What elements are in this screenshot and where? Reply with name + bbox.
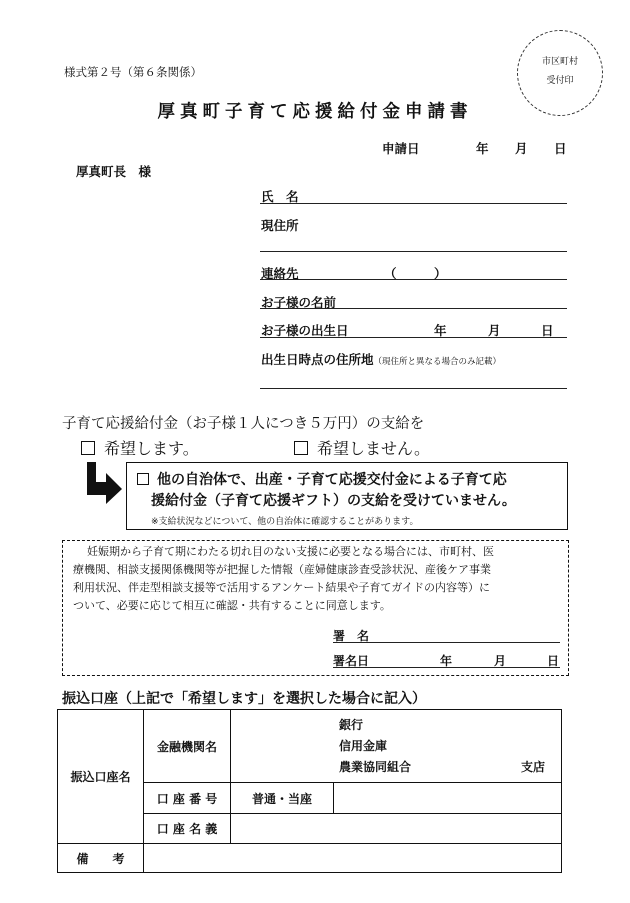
turn-right-arrow-icon xyxy=(82,460,126,504)
address-label: 現住所 xyxy=(261,218,299,233)
consent-line-4: ついて、必要に応じて相互に確認・共有することに同意します。 xyxy=(73,599,391,612)
payment-question: 子育て応援給付金（お子様１人につき５万円）の支給を xyxy=(62,416,425,432)
not-want-checkbox[interactable] xyxy=(294,441,308,455)
application-date-month: 月 xyxy=(515,141,528,156)
account-number-field[interactable] xyxy=(334,783,562,814)
birth-address-field[interactable] xyxy=(260,388,567,389)
other-municipality-box xyxy=(126,462,568,530)
contact-label: 連絡先 xyxy=(261,266,299,281)
name-label: 氏 名 xyxy=(261,189,299,204)
signature-field[interactable] xyxy=(333,642,560,643)
child-name-field[interactable] xyxy=(260,308,567,309)
signature-date-day: 日 xyxy=(547,654,560,668)
remarks-label: 備 考 xyxy=(58,844,144,873)
other-municipality-note: ※支給状況などについて、他の自治体に確認することがあります。 xyxy=(151,517,419,527)
consent-line-2: 療機関、相談支援関係機関等が把握した情報（産婦健康診査受診状況、産後ケア事業 xyxy=(73,563,491,576)
child-birth-day: 日 xyxy=(541,323,554,338)
institution-label: 金融機関名 xyxy=(144,710,231,783)
addressee: 厚真町長 様 xyxy=(76,164,152,179)
child-birth-field[interactable] xyxy=(260,337,567,338)
account-type: 普通・当座 xyxy=(231,783,334,814)
account-name-label: 口 座 名 義 xyxy=(144,814,231,844)
signature-date-month: 月 xyxy=(494,654,507,668)
account-holder-header: 振込口座名 xyxy=(58,710,144,844)
other-municipality-line-2: 援給付金（子育て応援ギフト）の支給を受けていません。 xyxy=(151,493,516,509)
signature-label: 署 名 xyxy=(333,629,370,643)
stamp-line-1: 市区町村 xyxy=(541,57,578,67)
not-want-label: 希望しません。 xyxy=(317,439,430,458)
remarks-field[interactable] xyxy=(144,844,562,873)
type-agri-coop: 農業協同組合 xyxy=(339,759,412,774)
bank-section-title: 振込口座（上記で「希望します」を選択した場合に記入） xyxy=(62,691,426,707)
type-bank: 銀行 xyxy=(339,717,364,732)
other-municipality-text-1: 他の自治体で、出産・子育て応援交付金による子育て応 xyxy=(157,472,507,488)
option-not-want[interactable] xyxy=(294,436,430,459)
child-birth-year: 年 xyxy=(434,323,447,338)
want-checkbox[interactable] xyxy=(81,441,95,455)
child-name-label: お子様の名前 xyxy=(261,295,337,310)
birth-address-note: （現住所と異なる場合のみ記載） xyxy=(373,357,502,367)
signature-date-label: 署名日 xyxy=(333,654,370,668)
stamp-line-2: 受付印 xyxy=(546,76,574,86)
other-municipality-checkbox[interactable] xyxy=(137,473,149,485)
birth-address-label-text: 出生日時点の住所地 xyxy=(261,352,374,367)
other-municipality-line-1 xyxy=(137,469,507,489)
form-number: 様式第２号（第６条関係） xyxy=(64,65,202,79)
application-date-label: 申請日 xyxy=(382,141,420,156)
type-credit-union: 信用金庫 xyxy=(339,738,388,753)
signature-date-field[interactable] xyxy=(333,667,560,668)
option-want[interactable] xyxy=(81,436,199,459)
page-title: 厚真町子育て応援給付金申請書 xyxy=(157,102,473,122)
application-date-year: 年 xyxy=(476,141,489,156)
contact-paren: （ ） xyxy=(384,266,447,281)
child-birth-month: 月 xyxy=(488,323,501,338)
want-label: 希望します。 xyxy=(104,439,199,458)
account-number-label: 口 座 番 号 xyxy=(144,783,231,814)
consent-box xyxy=(62,540,569,676)
child-birth-label: お子様の出生日 xyxy=(261,323,349,338)
birth-address-label xyxy=(261,350,501,368)
bank-table xyxy=(57,709,562,873)
branch-label: 支店 xyxy=(521,760,546,774)
name-field[interactable] xyxy=(260,203,567,204)
consent-line-1: 妊娠期から子育て期にわたる切れ目のない支援に必要となる場合には、市町村、医 xyxy=(87,545,494,558)
application-date-day: 日 xyxy=(554,141,567,156)
institution-field[interactable] xyxy=(231,710,562,783)
account-name-field[interactable] xyxy=(231,814,562,844)
consent-line-3: 利用状況、伴走型相談支援等で活用するアンケート結果や子育てガイドの内容等）に xyxy=(73,581,491,594)
address-field[interactable] xyxy=(260,251,567,252)
contact-field[interactable] xyxy=(260,279,567,280)
signature-date-year: 年 xyxy=(440,654,453,668)
